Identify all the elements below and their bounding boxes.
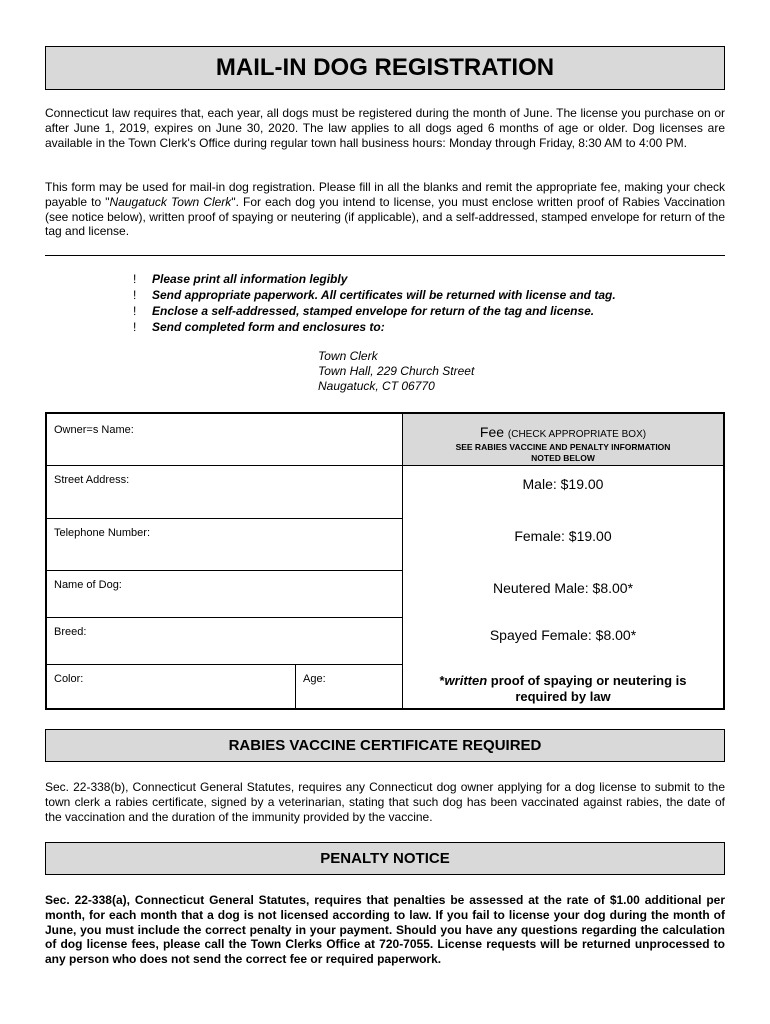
payee-name: Naugatuck Town Clerk	[109, 194, 232, 209]
street-address-field[interactable]	[53, 492, 393, 514]
telephone-label: Telephone Number:	[54, 527, 151, 539]
field-rule	[47, 465, 402, 466]
intro-p2-before: This form may be used for mail-in dog registration. Please fill in all the blanks and remit the appropriate fee, making your check payable to "	[45, 180, 725, 209]
address-line-1: Town Clerk	[318, 349, 378, 363]
page-title-banner	[45, 46, 725, 90]
bullet-mark: !	[133, 304, 137, 318]
intro-paragraph-2	[45, 180, 725, 239]
penalty-text: Sec. 22-338(a), Connecticut General Statutes, requires that penalties be assessed at the rate of $1.00 additional per month, for each month that a dog is not licensed according to law. If you fail to license your dog during the month of June, you must include the correct penalty in your payment. Should you have any questions regarding the calculation of dog license fees, please call the Town Clerks Office at 720-7055. License requests will be returned unprocessed to any person who does not send the correct fee or required paperwork.	[45, 893, 725, 967]
field-rule	[47, 570, 402, 571]
fee-option-neutered-male[interactable]: Neutered Male: $8.00*	[492, 580, 634, 596]
age-label: Age:	[303, 673, 326, 685]
field-rule	[47, 664, 402, 665]
fee-check-note: (CHECK APPROPRIATE BOX)	[507, 429, 647, 440]
instruction-text: Send completed form and enclosures to:	[152, 320, 385, 334]
age-field[interactable]	[302, 689, 396, 705]
field-rule	[47, 617, 402, 618]
instruction-text: Send appropriate paperwork. All certificates will be returned with license and tag.	[152, 288, 616, 302]
owner-name-label: Owner=s Name:	[54, 424, 134, 436]
fee-note-1: SEE RABIES VACCINE AND PENALTY INFORMATION	[455, 442, 671, 452]
address-line-2: Town Hall, 229 Church Street	[318, 364, 475, 378]
instruction-list	[133, 271, 616, 335]
mailing-address	[318, 349, 474, 394]
instruction-item	[133, 303, 616, 319]
bullet-mark: !	[133, 288, 137, 302]
telephone-field[interactable]	[53, 544, 393, 566]
instruction-item	[133, 271, 616, 287]
bullet-mark: !	[133, 320, 137, 334]
rabies-heading-banner	[45, 729, 725, 762]
proof-asterisk: *	[439, 673, 445, 688]
dog-name-field[interactable]	[53, 596, 393, 614]
proof-line-2: required by law	[515, 689, 611, 704]
dog-name-label: Name of Dog:	[54, 579, 122, 591]
fee-title: Fee	[479, 424, 505, 440]
page-title: MAIL-IN DOG REGISTRATION	[215, 54, 555, 81]
rabies-heading: RABIES VACCINE CERTIFICATE REQUIRED	[228, 737, 542, 754]
proof-rest: proof of spaying or neutering is	[487, 673, 687, 688]
instruction-item	[133, 319, 616, 335]
fee-header	[403, 414, 723, 465]
intro-p2-after: ". For each dog you intend to license, you must enclose written proof of Rabies Vaccination (see notice below), written proof of spaying or neutering (if applicable), and a self-addressed, stamped envelope for return of the tag and license.	[45, 194, 726, 239]
instruction-item	[133, 287, 616, 303]
color-field[interactable]	[53, 689, 289, 705]
penalty-heading: PENALTY NOTICE	[320, 850, 450, 867]
breed-label: Breed:	[54, 626, 87, 638]
fee-option-male[interactable]: Male: $19.00	[522, 476, 604, 492]
breed-field[interactable]	[53, 643, 393, 661]
spay-neuter-proof-note	[403, 673, 723, 705]
rabies-text: Sec. 22-338(b), Connecticut General Statutes, requires any Connecticut dog owner applying for a dog license to submit to the town clerk a rabies certificate, signed by a veterinarian, stating that such dog has been vaccinated against rabies, the date of the vaccination and the duration of the immunity provided by the vaccine.	[45, 780, 725, 824]
registration-form	[45, 412, 725, 710]
intro-paragraph-1: Connecticut law requires that, each year, all dogs must be registered during the month of June. The license you purchase on or after June 1, 2019, expires on June 30, 2020. The law applies to all dogs aged 6 months of age or older. Dog licenses are available in the Town Clerk's Office during regular town hall business hours: Monday through Friday, 8:30 AM to 4:00 PM.	[45, 106, 725, 150]
address-line-3: Naugatuck, CT 06770	[318, 379, 435, 393]
color-label: Color:	[54, 673, 84, 685]
penalty-heading-banner	[45, 842, 725, 875]
instruction-text: Enclose a self-addressed, stamped envelope for return of the tag and license.	[152, 304, 595, 318]
proof-written: written	[444, 673, 488, 688]
fee-note-2: NOTED BELOW	[531, 453, 595, 463]
fee-option-female[interactable]: Female: $19.00	[514, 528, 612, 544]
section-divider	[45, 255, 725, 256]
fee-option-spayed-female[interactable]: Spayed Female: $8.00*	[489, 627, 637, 643]
fee-header-rule	[403, 465, 723, 466]
field-rule	[47, 518, 402, 519]
color-age-divider	[295, 664, 296, 708]
street-address-label: Street Address:	[54, 474, 130, 486]
owner-name-field[interactable]	[53, 441, 393, 461]
instruction-text: Please print all information legibly	[152, 272, 348, 286]
bullet-mark: !	[133, 272, 137, 286]
